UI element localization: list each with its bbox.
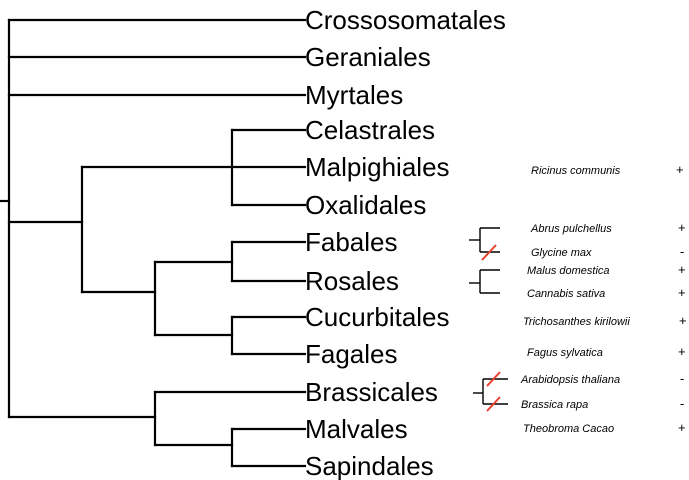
order-label-fagales: Fagales: [305, 339, 398, 369]
presence-sign-brassica-rapa: -: [680, 396, 685, 411]
order-label-malvales: Malvales: [305, 414, 408, 444]
presence-sign-trichosanthes-kirilowii: +: [679, 313, 687, 328]
order-label-sapindales: Sapindales: [305, 451, 434, 480]
order-label-rosales: Rosales: [305, 266, 399, 296]
presence-sign-glycine-max: -: [680, 244, 685, 259]
species-label-malus-domestica: Malus domestica: [527, 265, 610, 277]
presence-sign-arabidopsis-thaliana: -: [680, 371, 685, 386]
species-label-theobroma-cacao: Theobroma Cacao: [523, 423, 615, 435]
species-label-abrus-pulchellus: Abrus pulchellus: [531, 223, 612, 235]
order-label-myrtales: Myrtales: [305, 80, 404, 110]
order-label-brassicales: Brassicales: [305, 377, 438, 407]
presence-sign-abrus-pulchellus: +: [678, 220, 686, 235]
species-label-brassica-rapa: Brassica rapa: [521, 399, 589, 411]
species-label-trichosanthes-kirilowii: Trichosanthes kirilowii: [523, 316, 630, 328]
species-label-glycine-max: Glycine max: [531, 247, 592, 259]
presence-sign-theobroma-cacao: +: [678, 420, 686, 435]
species-labels: [520, 162, 687, 435]
presence-sign-fagus-sylvatica: +: [678, 344, 686, 359]
order-labels: [305, 5, 506, 480]
presence-sign-malus-domestica: +: [678, 262, 686, 277]
presence-sign-cannabis-sativa: +: [678, 285, 686, 300]
species-label-cannabis-sativa: Cannabis sativa: [527, 288, 606, 300]
species-label-fagus-sylvatica: Fagus sylvatica: [527, 347, 603, 359]
species-label-ricinus-communis: Ricinus communis: [531, 165, 621, 177]
order-label-geraniales: Geraniales: [305, 42, 431, 72]
species-label-arabidopsis-thaliana: Arabidopsis thaliana: [521, 374, 621, 386]
order-label-celastrales: Celastrales: [305, 115, 436, 145]
tree-branches: [0, 20, 305, 466]
order-label-crossosomatales: Crossosomatales: [305, 5, 506, 35]
order-label-cucurbitales: Cucurbitales: [305, 302, 450, 332]
order-label-malpighiales: Malpighiales: [305, 152, 450, 182]
order-label-fabales: Fabales: [305, 227, 398, 257]
order-label-oxalidales: Oxalidales: [305, 190, 427, 220]
presence-sign-ricinus-communis: +: [676, 162, 684, 177]
